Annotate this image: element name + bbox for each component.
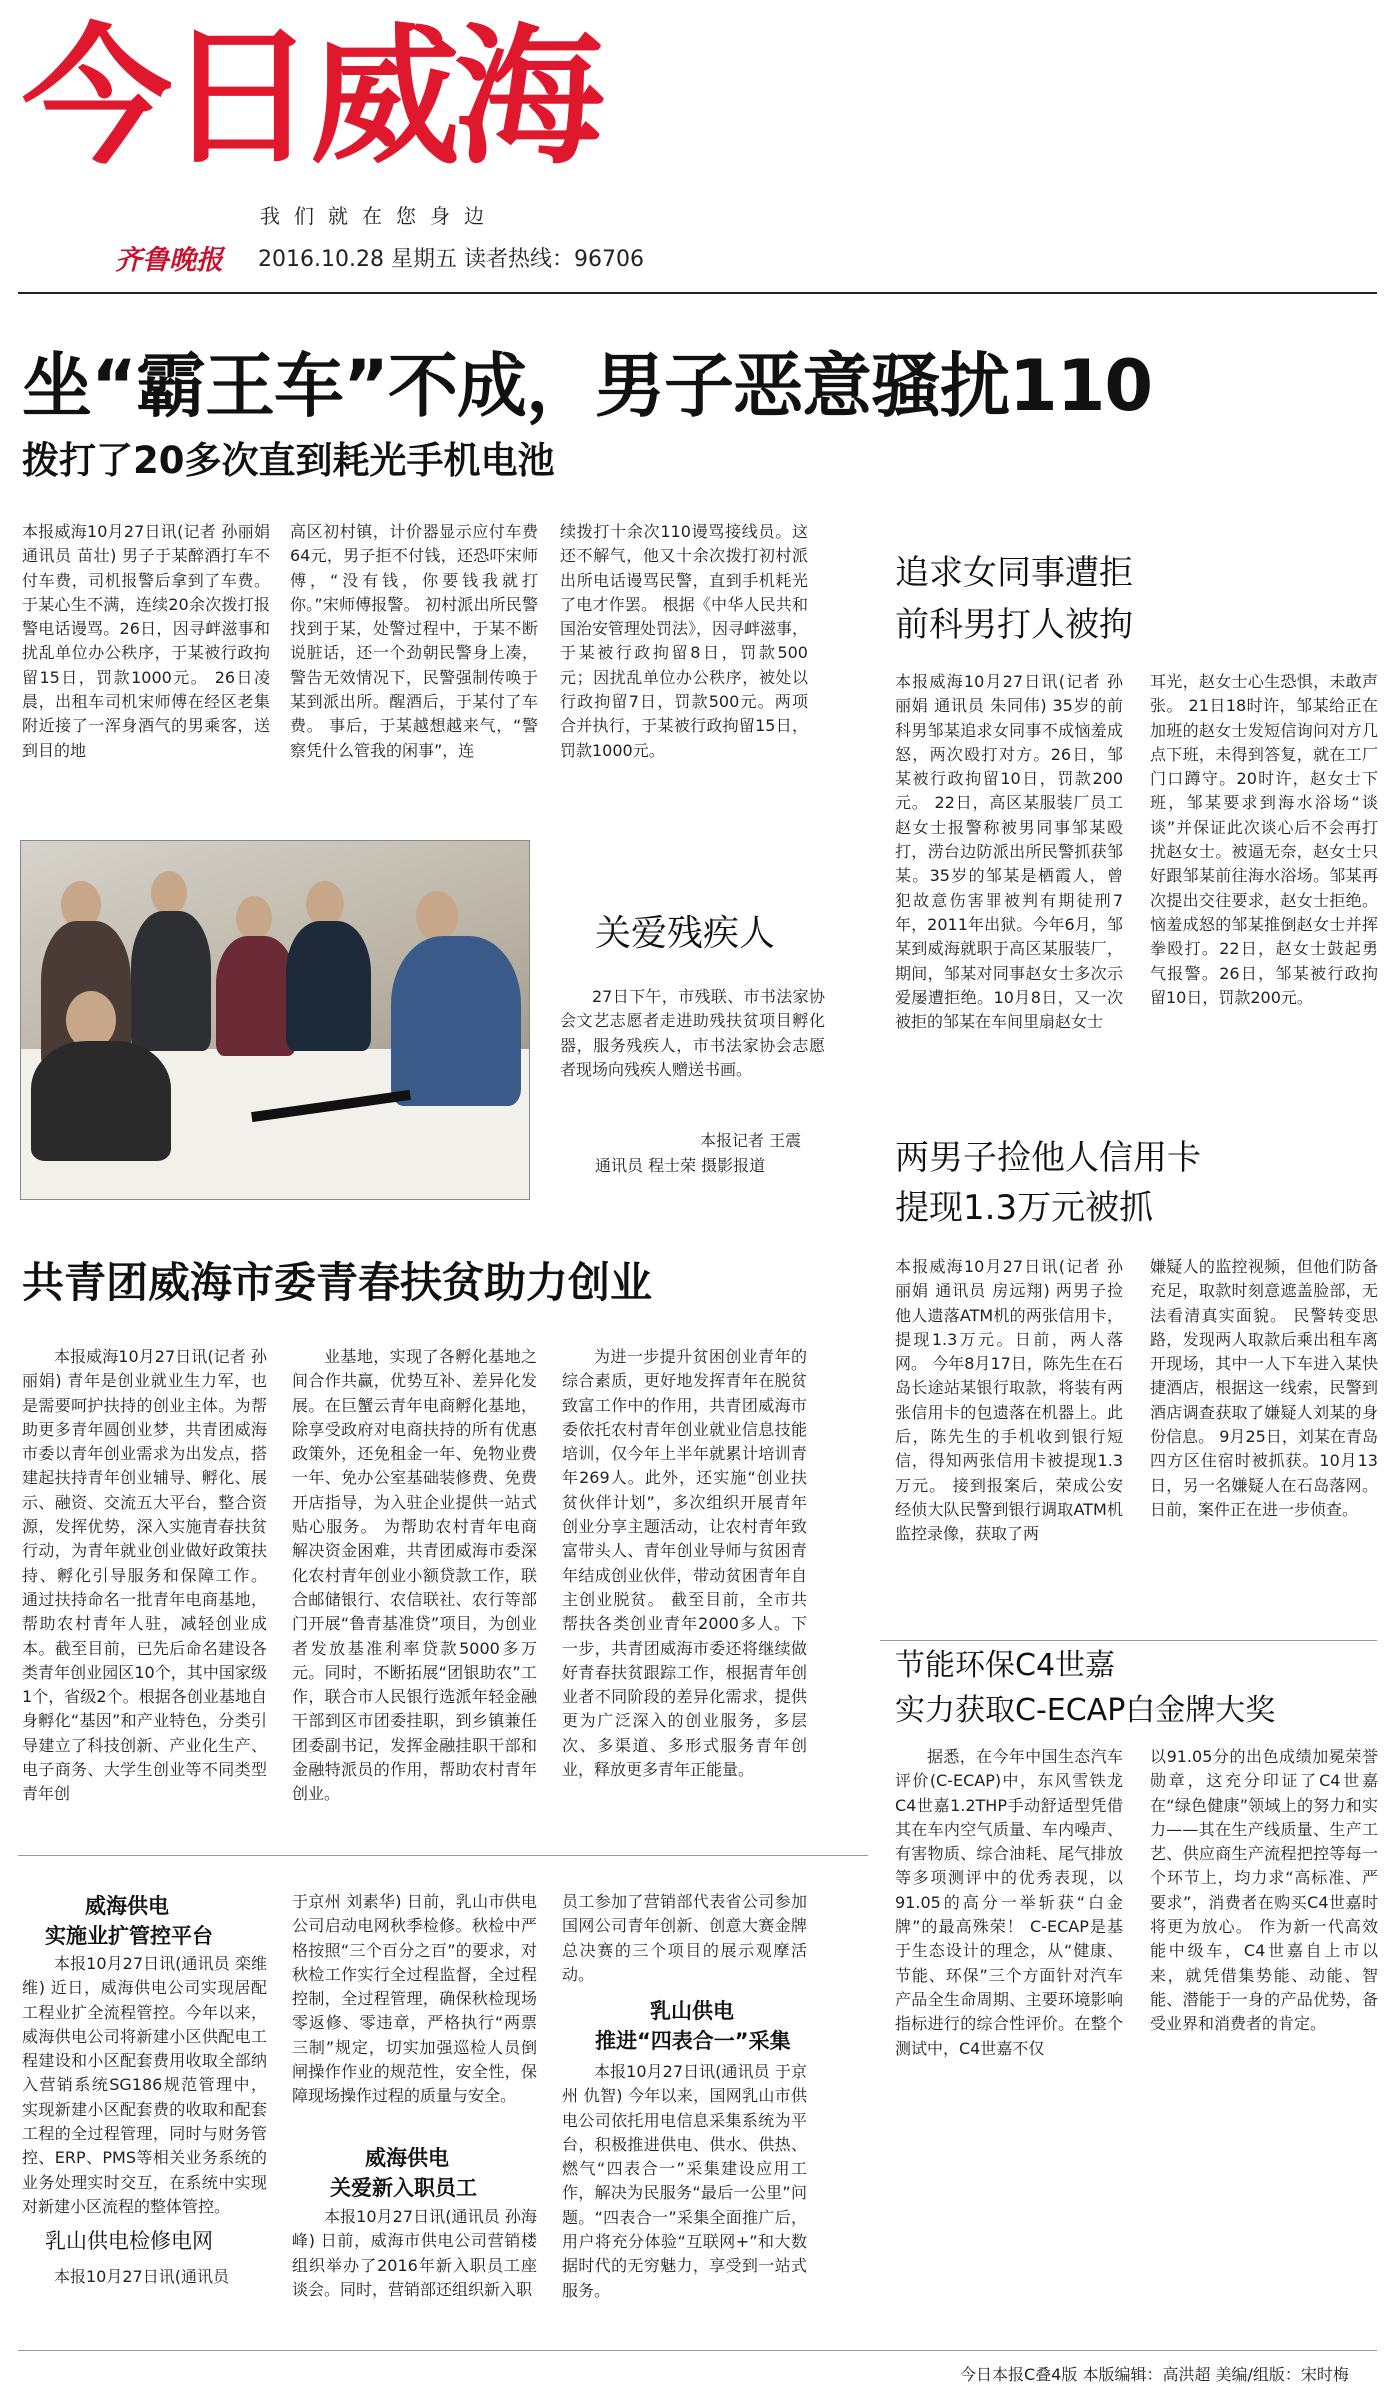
brief6-text: 本报10月27日讯(通讯员 于京州 仇智) 今年以来，国网乳山市供电公司依托用电信息采集系统为平台，积极推进供电、供水、供热、燃气“四表合一”采集建设应用工作，解决为民服务“最后一公里”问题。“四表合一”采集全面推广后，用户将充分体验“互联网+”和大数据时代的无穷魅力，享受到一站式服务。 [562,2062,807,2300]
masthead-dateline: 2016.10.28 星期五 读者热线：96706 [258,247,644,272]
masthead-title: 今日威海 [22,11,599,185]
brief4-title-1: 威海供电 [365,2146,449,2170]
brief2-title: 乳山供电检修电网 [45,2229,213,2253]
lead-column-3: 续拨打十余次110谩骂接线员。这还不解气，他又十余次拨打初村派出所电话谩骂民警，直到手机耗光了电才作罢。 根据《中华人民共和国治安管理处罚法》，因寻衅滋事，于某被行政拘留8日，罚款500元；因扰乱单位办公秩序，被处以行政拘留7日，罚款500元。两项合并执行，于某被行政拘留15日，罚款1000元。 [560,522,808,760]
brief1-title-2: 实施业扩管控平台 [45,1924,213,1948]
masthead-rule [18,292,1377,294]
page-footer: 今日本报C叠4版 本版编辑：高洪超 美编/组版：宋时梅 [960,2365,1349,2384]
story-right2-title-2: 提现1.3万元被抓 [895,1188,1154,1228]
story-right1-title-1: 追求女同事遭拒 [895,553,1133,593]
story-right1-column-2: 耳光，赵女士心生恐惧，未敢声张。 21日18时许，邹某给正在加班的赵女士发短信询问对方几点下班，未得到答复，就在工厂门口蹲守。20时许，赵女士下班，邹某要求到海水浴场“谈谈”并保证此次谈心后不会再打扰赵女士。被逼无奈，赵女士只好跟邹某前往海水浴场。邹某再次提出交往要求，赵女士拒绝。恼羞成怒的邹某推倒赵女士并挥拳殴打。22日，赵女士鼓起勇气报警。26日，邹某被行政拘留10日，罚款200元。 [1150,672,1378,1007]
caption-credit-1: 本报记者 王震 [700,1131,802,1150]
brief6-title-1: 乳山供电 [650,1999,734,2023]
lead-subhead: 拨打了20多次直到耗光手机电池 [22,439,555,482]
brief5-text: 员工参加了营销部代表省公司参加国网公司青年创新、创意大赛金牌总决赛的三个项目的展示观摩活动。 [562,1892,807,1984]
brief3-text: 于京州 刘素华) 日前，乳山市供电公司启动电网秋季检修。秋检中严格按照“三个百分之百”的要求，对秋检工作实行全过程监督，全过程控制，全过程管理，确保秋检现场零返修、零违章，严格执行“两票三制”规定，切实加强巡检人员倒闸操作作业的规范性，安全性，保障现场操作过程的质量与安全。 [292,1892,537,2106]
story-right3-title-1: 节能环保C4世嘉 [895,1648,1116,1683]
story-right3-column-2: 以91.05分的出色成绩加冕荣誉勋章，这充分印证了C4世嘉在“绿色健康”领域上的努力和实力——其在生产线质量、生产工艺、供应商生产流程把控等每一个环节上，均力求“高标准、严要求”，消费者在购买C4世嘉时将更为放心。 作为新一代高效能中级车，C4世嘉自上市以来，就凭借集势能、动能、智能、潜能于一身的产品优势，备受业界和消费者的肯定。 [1150,1747,1378,2034]
youth-column-1: 本报威海10月27日讯(记者 孙丽娟) 青年是创业就业生力军，也是需要呵护扶持的创业主体。为帮助更多青年圆创业梦，共青团威海市委以青年创业需求为出发点，搭建起扶持青年创业辅导、孵化、展示、融资、交流五大平台，整合资源，发挥优势，深入实施青春扶贫行动，为青年就业创业做好政策扶持、孵化引导服务和保障工作。 通过扶持命名一批青年电商基地，帮助农村青年人驻，减轻创业成本。截至目前，已先后命名建设各类青年创业园区10个，其中国家级1个，省级2个。根据各创业基地自身孵化“基因”和产业特色，分类引导建立了科技创新、产业化生产、电子商务、大学生创业等不同类型青年创 [22,1347,267,1804]
story-right3-column-1: 据悉，在今年中国生态汽车评价(C-ECAP)中，东风雪铁龙C4世嘉1.2THP手动舒适型凭借其在车内空气质量、车内噪声、有害物质、综合油耗、尾气排放等多项测评中的优秀表现，以91.05的高分一举斩获“白金牌”的最高殊荣！ C-ECAP是基于生态设计的理念，从“健康、节能、环保”三个方面针对汽车产品全生命周期、主要环境影响指标进行的综合性评价。在整个测试中，C4世嘉不仅 [895,1747,1123,2058]
story-right2-column-2: 嫌疑人的监控视频，但他们防备充足，取款时刻意遮盖脸部，无法看清真实面貌。 民警转变思路，发现两人取款后乘出租车离开现场，其中一人下车进入某快捷酒店，根据这一线索，民警到酒店调查获取了嫌疑人刘某的身份信息。 9月25日，刘某在青岛四方区住宿时被抓获。10月13日，另一名嫌疑人在石岛落网。日前，案件正在进一步侦查。 [1150,1257,1378,1519]
footer-rule [18,2350,1377,2351]
story-right2-column-1: 本报威海10月27日讯(记者 孙丽娟 通讯员 房远翔) 两男子捡他人遗落ATM机的两张信用卡，提现1.3万元。日前，两人落网。 今年8月17日，陈先生在石岛长途站某银行取款，将装有两张信用卡的包遗落在机器上。此后，陈先生的手机收到银行短信，得知两张信用卡被提现1.3万元。 接到报案后，荣成公安经侦大队民警到银行调取ATM机监控录像，获取了两 [895,1257,1123,1544]
divider-bottom [18,1855,868,1856]
masthead-slogan: 我们就在您身边 [260,204,498,228]
caption-credit-2: 通讯员 程士荣 摄影报道 [595,1156,766,1175]
brief2-text: 本报10月27日讯(通讯员 [54,2267,229,2286]
brief6-title-2: 推进“四表合一”采集 [595,2029,791,2053]
caption-title: 关爱残疾人 [595,913,776,954]
youth-title: 共青团威海市委青春扶贫助力创业 [22,1258,653,1307]
lead-column-2: 高区初村镇，计价器显示应付车费64元，男子拒不付钱，还恐吓宋师傅，“没有钱，你要钱我就打你。”宋师傅报警。 初村派出所民警找到于某，处警过程中，于某不断说脏话，还一个劲朝民警身上凑，警告无效情况下，民警强制传唤于某到派出所。醒酒后，于某付了车费。 事后，于某越想越来气，“警察凭什么管我的闲事”，连 [290,522,538,760]
story-right3-title-2: 实力获取C-ECAP白金牌大奖 [895,1693,1276,1728]
story-right2-title-1: 两男子捡他人信用卡 [895,1138,1201,1178]
brief4-text: 本报10月27日讯(通讯员 孙海峰) 日前，威海市供电公司营销楼组织举办了2016年新入职员工座谈会。同时，营销部还组织新入职 [292,2207,537,2299]
masthead-brand-logo: 齐鲁晚报 [115,245,223,276]
youth-column-2: 业基地，实现了各孵化基地之间合作共赢，优势互补、差异化发展。在巨蟹云青年电商孵化基地，除享受政府对电商扶持的所有优惠政策外，还免租金一年、免物业费一年、免办公室基础装修费、免费开店指导，为入驻企业提供一站式贴心服务。 为帮助农村青年电商解决资金困难，共青团威海市委深化农村青年创业小额贷款工作，联合邮储银行、农信联社、农行等部门开展“鲁青基准贷”项目，为创业者发放基准利率贷款5000多万元。同时，不断拓展“团银助农”工作，联合市人民银行选派年轻金融干部到区市团委挂职，到乡镇兼任团委副书记，发挥金融挂职干部和金融特派员的作用，帮助农村青年创业。 [292,1347,537,1804]
youth-column-3: 为进一步提升贫困创业青年的综合素质，更好地发挥青年在脱贫致富工作中的作用，共青团威海市委依托农村青年创业就业信息技能培训，仅今年上半年就累计培训青年269人。此外，还实施“创业扶贫伙伴计划”，多次组织开展青年创业分享主题活动，让农村青年致富带头人、青年创业导师与贫困青年结成创业伙伴，带动贫困青年自主创业脱贫。 截至目前，全市共帮扶各类创业青年2000多人。下一步，共青团威海市委还将继续做好青春扶贫跟踪工作，根据青年创业者不同阶段的差异化需求，提供更为广泛深入的创业服务，多层次、多渠道、多形式服务青年创业，释放更多青年正能量。 [562,1347,807,1780]
story-right1-title-2: 前科男打人被拘 [895,605,1133,645]
brief1-text: 本报10月27日讯(通讯员 栾维维) 近日，威海供电公司实现居配工程业扩全流程管控。今年以来，威海供电公司将新建小区供配电工程建设和小区配套费用收取全部纳入营销系统SG186规范管理中，实现新建小区配套费的收取和配套工程的全过程管理，同时与财务管控、ERP、PMS等相关业务系统的业务处理实时交互，在系统中实现对新建小区流程的整体管控。 [22,1954,267,2216]
news-photo [20,840,530,1200]
lead-column-1: 本报威海10月27日讯(记者 孙丽娟 通讯员 苗壮) 男子于某醉酒打车不付车费，司机报警后拿到了车费。于某心生不满，连续20余次拨打报警电话谩骂。26日，因寻衅滋事和扰乱单位办公秩序，于某被行政拘留15日，罚款1000元。 26日凌晨，出租车司机宋师傅在经区老集附近接了一浑身酒气的男乘客，送到目的地 [22,522,270,760]
lead-headline: 坐“霸王车”不成，男子恶意骚扰110 [22,345,1153,427]
story-right1-column-1: 本报威海10月27日讯(记者 孙丽娟 通讯员 朱同伟) 35岁的前科男邹某追求女同事不成恼羞成怒，两次殴打对方。26日，邹某被行政拘留10日，罚款200元。 22日，高区某服装厂员工赵女士报警称被男同事邹某殴打，涝台边防派出所民警抓获邹某。35岁的邹某是栖霞人，曾犯故意伤害罪被判有期徒刑7年，2011年出狱。今年6月，邹某到威海就职于高区某服装厂，期间，邹某对同事赵女士多次示爱屡遭拒绝。10月8日，又一次被拒的邹某在车间里扇赵女士 [895,672,1123,1032]
brief4-title-2: 关爱新入职员工 [330,2176,477,2200]
caption-text: 27日下午，市残联、市书法家协会文艺志愿者走进助残扶贫项目孵化器，服务残疾人，市书法家协会志愿者现场向残疾人赠送书画。 [560,987,825,1079]
brief1-title-1: 威海供电 [85,1894,169,1918]
